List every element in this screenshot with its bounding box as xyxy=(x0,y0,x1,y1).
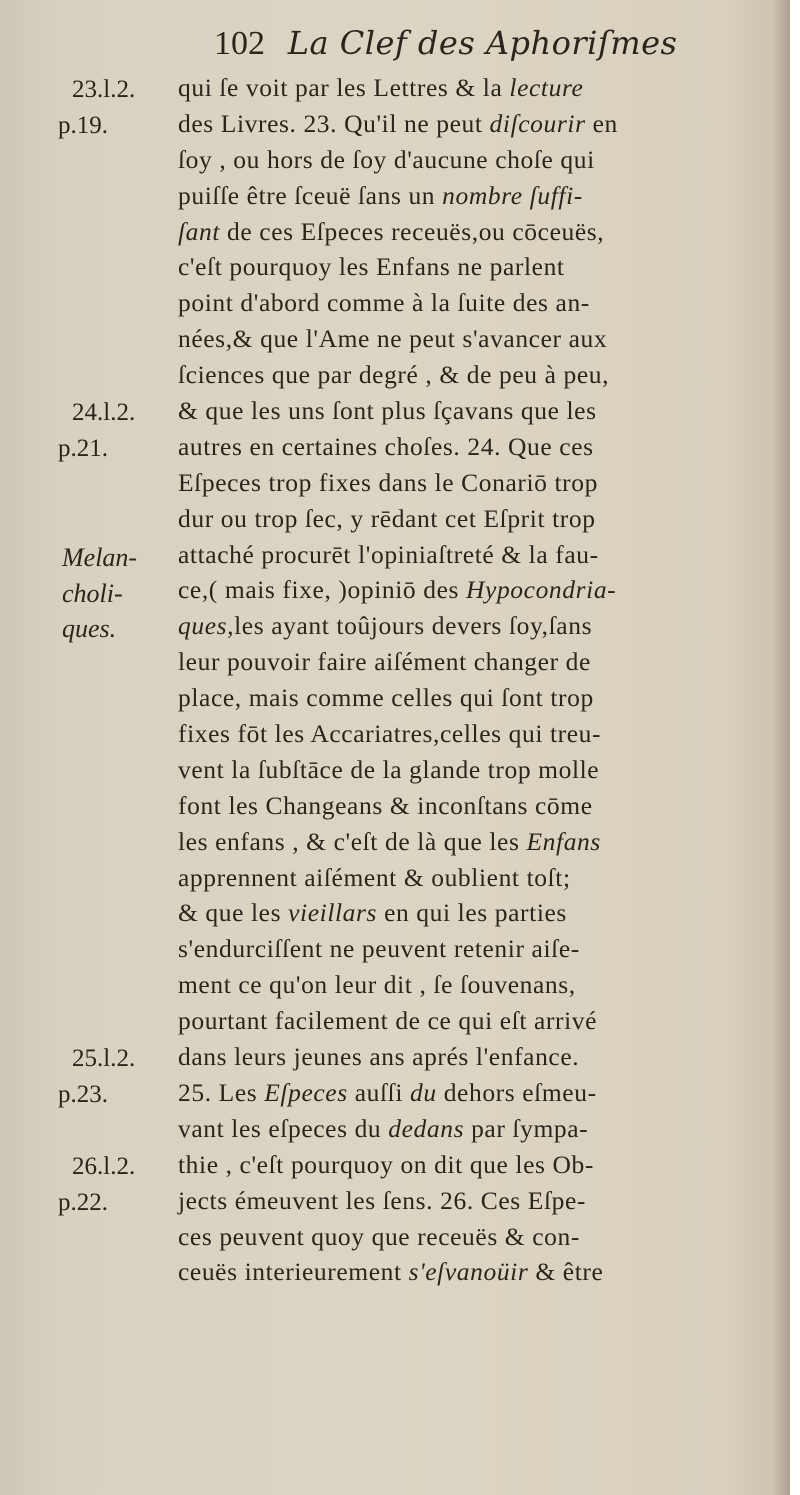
italic-text-segment: Eſpeces xyxy=(264,1077,348,1107)
italic-text-segment: Enfans xyxy=(526,826,601,856)
text-segment: vent la ſubſtāce de la glande trop molle xyxy=(178,754,600,784)
text-segment: thie , c'eſt pourquoy on dit que les Ob- xyxy=(178,1149,594,1179)
text-line xyxy=(178,895,770,931)
text-line xyxy=(178,931,770,967)
text-segment: s'endurciſſent ne peuvent retenir aiſe- xyxy=(178,934,580,964)
text-segment: font les Changeans & inconſtans cōme xyxy=(178,790,593,820)
text-segment: autres en certaines choſes. 24. Que ces xyxy=(178,431,594,461)
margin-note-reference: 23.l.2. xyxy=(72,75,136,103)
text-line xyxy=(178,465,770,501)
text-segment: apprennent aiſément & oublient toſt; xyxy=(178,862,571,892)
page-gutter-shadow xyxy=(772,0,790,1495)
margin-note-reference: 25.l.2. xyxy=(72,1045,136,1073)
text-segment: fixes fōt les Accariatres,celles qui treu- xyxy=(178,719,602,749)
text-segment: nées,& que l'Ame ne peut s'avancer aux xyxy=(178,324,608,354)
italic-text-segment: vieillars xyxy=(288,898,378,928)
margin-note-reference: p.19. xyxy=(58,111,108,139)
text-line xyxy=(178,501,770,537)
text-line xyxy=(178,1039,770,1075)
text-segment: pourtant facilement de ce qui eſt arrivé xyxy=(178,1006,598,1036)
text-segment: point d'abord comme à la ſuite des an- xyxy=(178,288,590,318)
text-segment: & que les xyxy=(178,898,289,928)
text-line xyxy=(178,680,770,716)
text-line xyxy=(178,214,770,250)
text-segment: dur ou trop ſec, y rēdant cet Eſprit trop xyxy=(178,503,596,533)
margin-note-reference: p.23. xyxy=(58,1081,108,1109)
text-line xyxy=(178,429,770,465)
text-line xyxy=(178,1003,770,1039)
italic-text-segment: nombre ſuffi- xyxy=(442,180,583,210)
text-segment: jects émeuvent les ſens. 26. Ces Eſpe- xyxy=(178,1185,587,1215)
text-line xyxy=(178,752,770,788)
text-line xyxy=(178,716,770,752)
text-line xyxy=(178,644,770,680)
text-segment: qui ſe voit par les Lettres & la xyxy=(178,73,510,102)
text-segment: les enfans , & c'eſt de là que les xyxy=(178,826,527,856)
text-segment: ſoy , ou hors de ſoy d'aucune choſe qui xyxy=(178,144,595,174)
margin-notes xyxy=(0,0,180,1495)
text-line xyxy=(178,788,770,824)
text-segment: ment ce qu'on leur dit , ſe ſouvenans, xyxy=(178,970,576,1000)
text-segment: dans leurs jeunes ans aprés l'enfance. xyxy=(178,1042,580,1072)
italic-text-segment: Hypocondria- xyxy=(466,575,617,605)
text-line xyxy=(178,1219,770,1255)
text-segment: puiſſe être ſceuë ſans un xyxy=(178,180,443,210)
text-line xyxy=(178,249,770,285)
text-segment: ſciences que par degré , & de peu à peu, xyxy=(178,360,610,390)
text-segment: attaché procurēt l'opiniaſtreté & la fau- xyxy=(178,539,599,569)
body-text xyxy=(178,70,770,1290)
text-segment: ces peuvent quoy que receuës & con- xyxy=(178,1221,580,1251)
text-line xyxy=(178,357,770,393)
margin-note-italic: choli- xyxy=(62,578,123,608)
text-line xyxy=(178,608,770,644)
page-number: 102 xyxy=(214,25,265,62)
text-line xyxy=(178,572,770,608)
italic-text-segment: du xyxy=(410,1077,437,1107)
text-line xyxy=(178,1075,770,1111)
italic-text-segment: ſant xyxy=(178,216,221,246)
text-line xyxy=(178,178,770,214)
text-segment: en qui les parties xyxy=(377,898,567,928)
text-segment: de ces Eſpeces receuës,ou cōceuës, xyxy=(220,216,605,246)
text-segment: par ſympa- xyxy=(464,1113,589,1143)
italic-text-segment: dedans xyxy=(388,1113,465,1143)
text-line xyxy=(178,70,770,106)
margin-note-italic: Melan- xyxy=(62,542,138,572)
italic-text-segment: s'eſvanoüir xyxy=(408,1257,529,1287)
margin-note-reference: 26.l.2. xyxy=(72,1152,136,1180)
italic-text-segment: diſcourir xyxy=(489,108,586,138)
text-segment: des Livres. 23. Qu'il ne peut xyxy=(178,108,490,138)
text-line xyxy=(178,967,770,1003)
text-segment: 25. Les xyxy=(178,1077,265,1107)
text-line xyxy=(178,285,770,321)
margin-note-reference: p.21. xyxy=(58,434,108,462)
text-segment: vant les eſpeces du xyxy=(178,1113,389,1143)
margin-note-reference: p.22. xyxy=(58,1188,108,1216)
text-segment: & que les uns ſont plus ſçavans que les xyxy=(178,396,597,426)
text-line xyxy=(178,321,770,357)
text-line xyxy=(178,393,770,429)
text-segment: auſſi xyxy=(347,1077,411,1107)
text-line xyxy=(178,860,770,896)
text-line xyxy=(178,1147,770,1183)
text-segment: & être xyxy=(528,1257,604,1287)
text-segment: leur pouvoir faire aiſément changer de xyxy=(178,647,591,677)
running-header xyxy=(214,18,677,64)
text-line xyxy=(178,537,770,573)
text-segment: les ayant toûjours devers ſoy,ſans xyxy=(234,611,593,641)
text-line xyxy=(178,1254,770,1290)
text-line xyxy=(178,1183,770,1219)
italic-text-segment: lecture xyxy=(509,73,584,102)
margin-note-reference: 24.l.2. xyxy=(72,399,136,426)
text-line xyxy=(178,142,770,178)
text-line xyxy=(178,1111,770,1147)
text-segment: ceuës interieurement xyxy=(178,1257,409,1287)
text-segment: en xyxy=(585,108,618,138)
text-segment: ce,( mais fixe, )opiniō des xyxy=(178,575,467,605)
text-segment: dehors eſmeu- xyxy=(436,1077,597,1107)
italic-text-segment: ques, xyxy=(178,611,235,641)
text-line xyxy=(178,106,770,142)
margin-note-italic: ques. xyxy=(62,614,117,644)
text-line xyxy=(178,824,770,860)
running-title: La Clef des Aphoriſmes xyxy=(287,24,678,62)
text-segment: c'eſt pourquoy les Enfans ne parlent xyxy=(178,252,565,282)
text-segment: place, mais comme celles qui ſont trop xyxy=(178,683,594,713)
text-segment: Eſpeces trop fixes dans le Conariō trop xyxy=(178,467,598,497)
